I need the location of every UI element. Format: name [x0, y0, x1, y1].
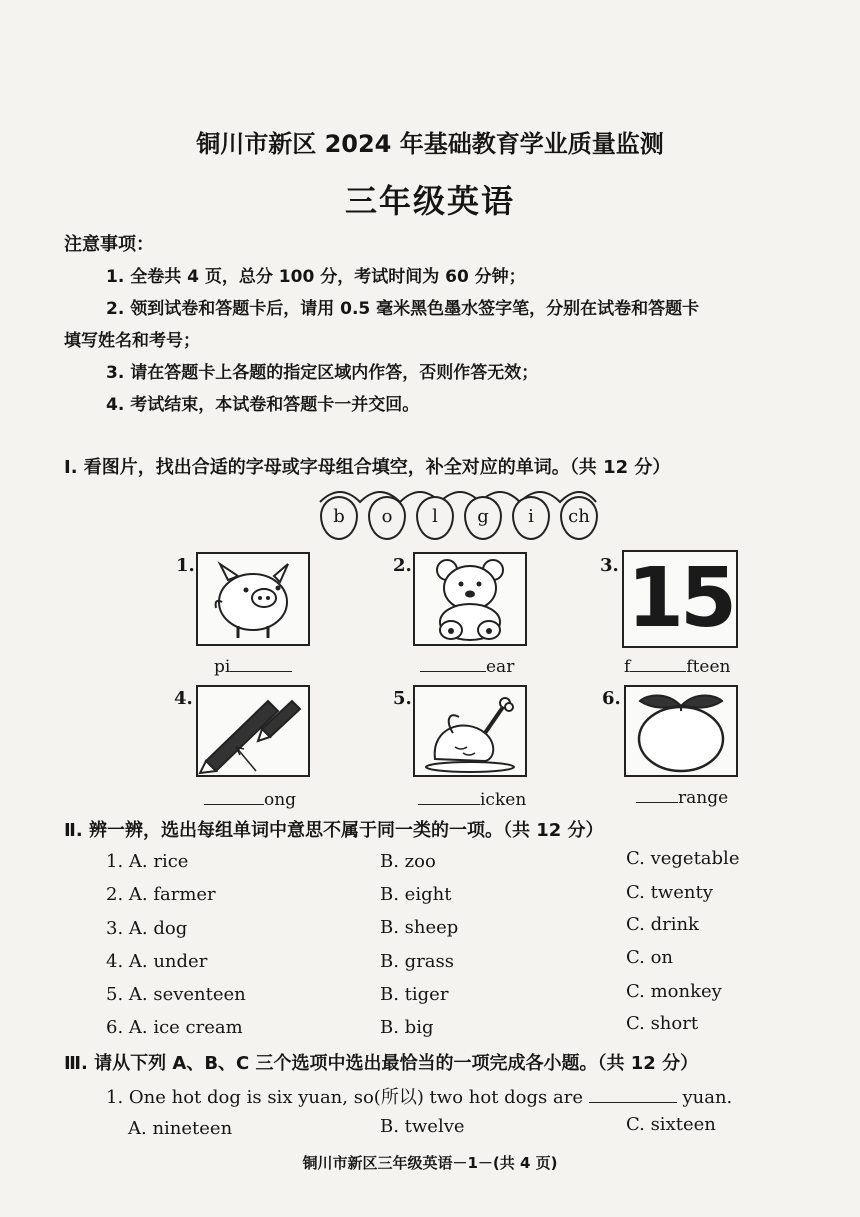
- word-3: [624, 655, 731, 677]
- option-c: C. monkey: [626, 981, 722, 1002]
- option-a: 1. A. rice: [106, 851, 189, 872]
- section-3-heading: Ⅲ. 请从下列 A、B、C 三个选项中选出最恰当的一项完成各小题。（共 12 分）: [64, 1053, 699, 1074]
- question-number: 2.: [393, 555, 412, 576]
- answer-blank[interactable]: [418, 788, 480, 805]
- bubble-string-icon: [316, 484, 600, 504]
- option-b: B. sheep: [380, 917, 459, 938]
- bear-icon: [413, 552, 527, 646]
- letter-options: [316, 486, 600, 542]
- question-text: 1. One hot dog is six yuan, so(所以) two hot dogs are: [106, 1087, 583, 1108]
- option-a: 4. A. under: [106, 951, 208, 972]
- option-a: 3. A. dog: [106, 918, 188, 939]
- section-1-heading: Ⅰ. 看图片，找出合适的字母或字母组合填空，补全对应的单词。（共 12 分）: [64, 457, 671, 478]
- option-c: C. on: [626, 947, 674, 968]
- letter-bubble: b: [320, 496, 358, 540]
- exam-subtitle: 三年级英语: [344, 182, 515, 220]
- option-c: C. drink: [626, 914, 699, 935]
- number-15-label: 15: [626, 551, 734, 646]
- word-2: [420, 655, 514, 677]
- page-footer: 铜川市新区三年级英语－1－(共 4 页): [302, 1154, 558, 1172]
- word-suffix: ear: [486, 657, 515, 677]
- notice-heading: 注意事项：: [64, 234, 154, 255]
- letter-bubble: i: [512, 496, 550, 540]
- option-c: C. twenty: [626, 882, 713, 903]
- number-15-icon: [622, 550, 738, 648]
- word-suffix: range: [678, 788, 729, 808]
- option-b: B. zoo: [380, 851, 436, 872]
- chicken-icon: [413, 685, 527, 777]
- question-number: 3.: [600, 555, 619, 576]
- answer-blank[interactable]: [230, 655, 292, 672]
- option-a: A. nineteen: [128, 1118, 233, 1139]
- option-c: C. sixteen: [626, 1114, 716, 1135]
- answer-blank[interactable]: [589, 1086, 677, 1103]
- answer-blank[interactable]: [420, 655, 486, 672]
- question-number: 6.: [602, 688, 621, 709]
- answer-blank[interactable]: [630, 655, 686, 672]
- notice-item: 4. 考试结束，本试卷和答题卡一并交回。: [106, 395, 420, 415]
- question-text-end: yuan.: [682, 1087, 733, 1108]
- answer-blank[interactable]: [204, 788, 264, 805]
- option-c: C. short: [626, 1013, 699, 1034]
- option-b: B. eight: [380, 884, 452, 905]
- answer-blank[interactable]: [636, 786, 678, 803]
- exam-title: 铜川市新区 2024 年基础教育学业质量监测: [196, 130, 664, 158]
- letter-bubble: ch: [560, 496, 598, 540]
- option-a: 5. A. seventeen: [106, 984, 246, 1005]
- word-6: [636, 786, 728, 808]
- letter-bubble: o: [368, 496, 406, 540]
- notice-item: 3. 请在答题卡上各题的指定区域内作答，否则作答无效；: [106, 363, 539, 383]
- option-b: B. tiger: [380, 984, 449, 1005]
- word-suffix: fteen: [686, 657, 731, 677]
- letter-bubble: l: [416, 496, 454, 540]
- question-number: 1.: [176, 555, 195, 576]
- option-a: 2. A. farmer: [106, 884, 216, 905]
- option-b: B. grass: [380, 951, 455, 972]
- question-number: 4.: [174, 688, 193, 709]
- word-suffix: ong: [264, 790, 297, 810]
- option-a: 6. A. ice cream: [106, 1017, 243, 1038]
- word-prefix: pi: [214, 657, 231, 677]
- notice-item: 填写姓名和考号；: [64, 331, 200, 351]
- question-1: [106, 1083, 732, 1109]
- notice-item: 1. 全卷共 4 页，总分 100 分，考试时间为 60 分钟；: [106, 267, 526, 287]
- pig-icon: [196, 552, 310, 646]
- section-2-heading: Ⅱ. 辨一辨，选出每组单词中意思不属于同一类的一项。（共 12 分）: [64, 820, 604, 841]
- pencil-icon: [196, 685, 310, 777]
- question-number: 5.: [393, 688, 412, 709]
- word-1: [214, 655, 292, 677]
- word-4: [204, 788, 296, 810]
- orange-icon: [624, 685, 738, 777]
- word-5: [418, 788, 526, 810]
- notice-item: 2. 领到试卷和答题卡后，请用 0.5 毫米黑色墨水签字笔，分别在试卷和答题卡: [106, 299, 700, 319]
- option-b: B. twelve: [380, 1116, 465, 1137]
- option-c: C. vegetable: [626, 848, 740, 869]
- word-suffix: icken: [480, 790, 527, 810]
- letter-bubble: g: [464, 496, 502, 540]
- word-prefix: f: [624, 657, 631, 677]
- option-b: B. big: [380, 1017, 434, 1038]
